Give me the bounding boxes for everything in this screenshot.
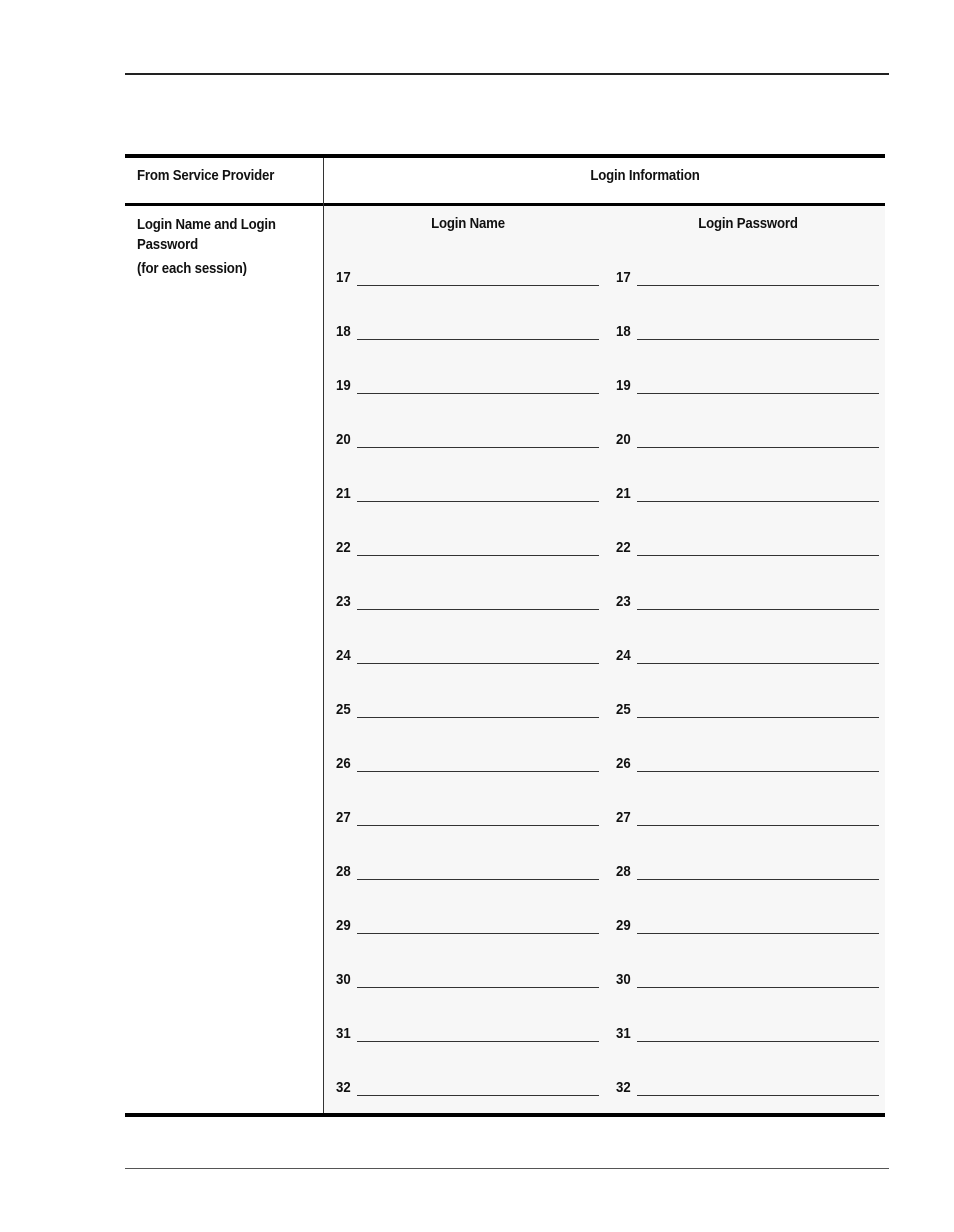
login-name-blank[interactable] [357,717,599,718]
table-bottom-border [125,1113,885,1117]
entry-number: 29 [336,917,351,934]
entry-number: 20 [616,431,631,448]
login-name-entry [336,377,601,397]
login-password-blank[interactable] [637,987,879,988]
login-name-entry [336,755,601,775]
login-name-blank[interactable] [357,1095,599,1096]
login-name-entry [336,647,601,667]
login-password-heading: Login Password [698,215,798,232]
login-name-blank[interactable] [357,1041,599,1042]
login-password-entry [616,863,881,883]
login-password-blank[interactable] [637,1095,879,1096]
entry-number: 17 [616,269,631,286]
login-password-entry [616,971,881,991]
login-password-entry [616,809,881,829]
login-name-entry [336,323,601,343]
login-password-entry [616,917,881,937]
entry-number: 31 [616,1025,631,1042]
login-password-entry [616,593,881,613]
entry-number: 25 [616,701,631,718]
header-from-service-provider: From Service Provider [137,167,275,184]
login-name-heading: Login Name [431,215,505,232]
entry-number: 23 [616,593,631,610]
login-name-entry [336,809,601,829]
bottom-rule [125,1168,889,1169]
entry-number: 17 [336,269,351,286]
login-password-blank[interactable] [637,393,879,394]
entry-number: 21 [616,485,631,502]
login-name-entry [336,431,601,451]
table-header-border [125,203,885,206]
top-rule [125,73,889,75]
entry-number: 31 [336,1025,351,1042]
entry-number: 28 [616,863,631,880]
entry-number: 30 [336,971,351,988]
login-password-blank[interactable] [637,771,879,772]
header-login-information: Login Information [590,167,700,184]
row-sublabel: (for each session) [137,260,247,277]
login-name-entry [336,971,601,991]
column-divider [323,158,324,1113]
login-name-blank[interactable] [357,879,599,880]
entry-number: 32 [336,1079,351,1096]
login-password-blank[interactable] [637,501,879,502]
entry-number: 21 [336,485,351,502]
entry-number: 24 [336,647,351,664]
entry-number: 32 [616,1079,631,1096]
login-password-blank[interactable] [637,933,879,934]
login-password-blank[interactable] [637,555,879,556]
login-password-entry [616,485,881,505]
login-password-entry [616,323,881,343]
table-top-border [125,154,885,158]
login-password-entry [616,647,881,667]
login-password-entry [616,431,881,451]
login-name-entry [336,269,601,289]
login-password-entry [616,1025,881,1045]
login-password-blank[interactable] [637,825,879,826]
login-password-blank[interactable] [637,717,879,718]
entry-number: 19 [616,377,631,394]
entry-number: 22 [616,539,631,556]
login-password-entry [616,269,881,289]
login-name-blank[interactable] [357,447,599,448]
login-name-entry [336,1079,601,1099]
login-name-blank[interactable] [357,555,599,556]
login-name-blank[interactable] [357,825,599,826]
login-name-blank[interactable] [357,987,599,988]
row-label: Login Name and Login Password [137,216,276,253]
login-password-entry [616,755,881,775]
entry-number: 18 [336,323,351,340]
entry-number: 30 [616,971,631,988]
entry-number: 25 [336,701,351,718]
login-name-blank[interactable] [357,501,599,502]
entry-number: 18 [616,323,631,340]
entry-number: 26 [336,755,351,772]
entry-number: 28 [336,863,351,880]
login-password-blank[interactable] [637,663,879,664]
entry-number: 22 [336,539,351,556]
login-password-blank[interactable] [637,447,879,448]
login-password-entry [616,1079,881,1099]
login-name-entry [336,701,601,721]
login-info-table [125,154,885,1116]
entry-number: 27 [616,809,631,826]
login-name-blank[interactable] [357,339,599,340]
login-name-entry [336,863,601,883]
login-password-blank[interactable] [637,609,879,610]
login-password-entry [616,701,881,721]
login-name-blank[interactable] [357,609,599,610]
login-password-blank[interactable] [637,1041,879,1042]
entry-number: 20 [336,431,351,448]
entry-number: 29 [616,917,631,934]
login-name-entry [336,539,601,559]
entry-number: 24 [616,647,631,664]
login-name-entry [336,1025,601,1045]
login-name-blank[interactable] [357,663,599,664]
entry-number: 23 [336,593,351,610]
login-name-entry [336,593,601,613]
entry-number: 19 [336,377,351,394]
login-name-entry [336,917,601,937]
login-name-blank[interactable] [357,933,599,934]
login-name-blank[interactable] [357,285,599,286]
login-name-entry [336,485,601,505]
login-password-entry [616,539,881,559]
entry-number: 27 [336,809,351,826]
login-name-blank[interactable] [357,771,599,772]
login-password-blank[interactable] [637,285,879,286]
login-password-entry [616,377,881,397]
login-password-blank[interactable] [637,879,879,880]
entry-number: 26 [616,755,631,772]
login-password-blank[interactable] [637,339,879,340]
login-name-blank[interactable] [357,393,599,394]
